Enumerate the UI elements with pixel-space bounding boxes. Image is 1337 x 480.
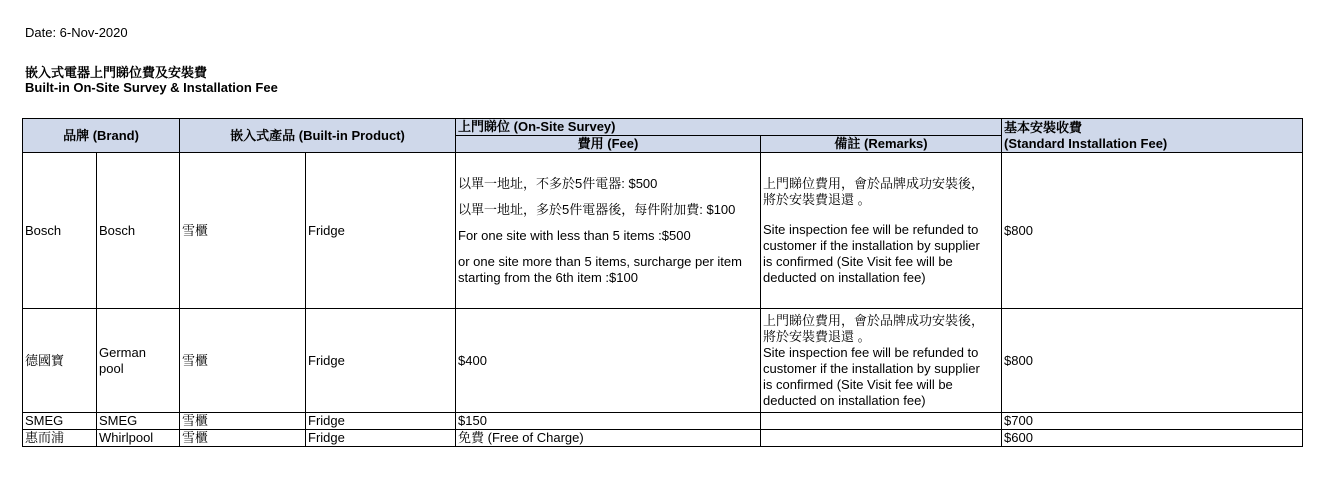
remark-line: Site inspection fee will be refunded to <box>763 221 979 237</box>
product-en-cell: Fridge <box>306 413 456 430</box>
remark-line: is confirmed (Site Visit fee will be <box>763 376 953 392</box>
product-en-cell: Fridge <box>306 309 456 413</box>
brand-en-cell: Whirlpool <box>97 430 180 447</box>
brand-en-line: pool <box>99 360 124 376</box>
fee-cell: $150 <box>456 413 761 430</box>
fee-line: or one site more than 5 items, surcharge per item <box>458 253 742 269</box>
product-zh-cell: 雪櫃 <box>180 309 306 413</box>
header-on-site-survey: 上門睇位 (On-Site Survey) <box>456 119 1002 136</box>
brand-zh-cell: Bosch <box>23 153 97 309</box>
product-en-cell: Fridge <box>306 153 456 309</box>
remarks-cell <box>761 430 1002 447</box>
remark-line: deducted on installation fee) <box>763 392 926 408</box>
fee-cell: 免費 (Free of Charge) <box>456 430 761 447</box>
remark-line: 將於安裝費退還 。 <box>763 328 871 344</box>
install-fee-cell: $700 <box>1002 413 1303 430</box>
remark-line: deducted on installation fee) <box>763 269 926 285</box>
remark-line: customer if the installation by supplier <box>763 360 980 376</box>
fee-line: 以單一地址，不多於5件電器: $500 <box>458 175 658 191</box>
remark-line: 上門睇位費用，會於品牌成功安裝後， <box>763 312 985 328</box>
product-zh-cell: 雪櫃 <box>180 153 306 309</box>
brand-en-cell: SMEG <box>97 413 180 430</box>
brand-en-line: German <box>99 344 146 360</box>
remark-line: customer if the installation by supplier <box>763 237 980 253</box>
remarks-cell <box>761 309 1002 413</box>
header-product: 嵌入式產品 (Built-in Product) <box>180 119 456 153</box>
product-en-cell: Fridge <box>306 430 456 447</box>
remark-line: is confirmed (Site Visit fee will be <box>763 253 953 269</box>
table-row <box>23 413 1303 430</box>
header-fee: 費用 (Fee) <box>456 136 761 153</box>
product-zh-cell: 雪櫃 <box>180 413 306 430</box>
header-brand: 品牌 (Brand) <box>23 119 180 153</box>
header-install-en: (Standard Installation Fee) <box>1004 135 1168 151</box>
title-english: Built-in On-Site Survey & Installation Fee <box>25 80 278 95</box>
document-date: Date: 6-Nov-2020 <box>25 25 128 40</box>
remark-line: Site inspection fee will be refunded to <box>763 344 979 360</box>
remarks-cell <box>761 153 1002 309</box>
brand-zh-cell: 德國寶 <box>23 309 97 413</box>
brand-zh-cell: 惠而浦 <box>23 430 97 447</box>
install-fee-cell: $800 <box>1002 309 1303 413</box>
fee-table <box>22 118 1303 447</box>
fee-line: starting from the 6th item :$100 <box>458 269 638 285</box>
header-row-1 <box>23 119 1303 136</box>
fee-line: 以單一地址，多於5件電器後，每件附加費: $100 <box>458 201 736 217</box>
title-chinese: 嵌入式電器上門睇位費及安裝費 <box>25 65 208 80</box>
install-fee-cell: $800 <box>1002 153 1303 309</box>
brand-en-cell: Bosch <box>97 153 180 309</box>
brand-zh-cell: SMEG <box>23 413 97 430</box>
table-row <box>23 430 1303 447</box>
fee-line: For one site with less than 5 items :$500 <box>458 227 691 243</box>
remark-line: 將於安裝費退還 。 <box>763 191 871 207</box>
remark-line: 上門睇位費用，會於品牌成功安裝後， <box>763 175 985 191</box>
product-zh-cell: 雪櫃 <box>180 430 306 447</box>
fee-cell <box>456 153 761 309</box>
table-row <box>23 153 1303 309</box>
header-standard-installation-fee <box>1002 119 1303 153</box>
remarks-cell <box>761 413 1002 430</box>
fee-cell: $400 <box>456 309 761 413</box>
table-row <box>23 309 1303 413</box>
header-remarks: 備註 (Remarks) <box>761 136 1002 153</box>
install-fee-cell: $600 <box>1002 430 1303 447</box>
header-install-zh: 基本安裝收費 <box>1004 119 1083 135</box>
brand-en-cell <box>97 309 180 413</box>
